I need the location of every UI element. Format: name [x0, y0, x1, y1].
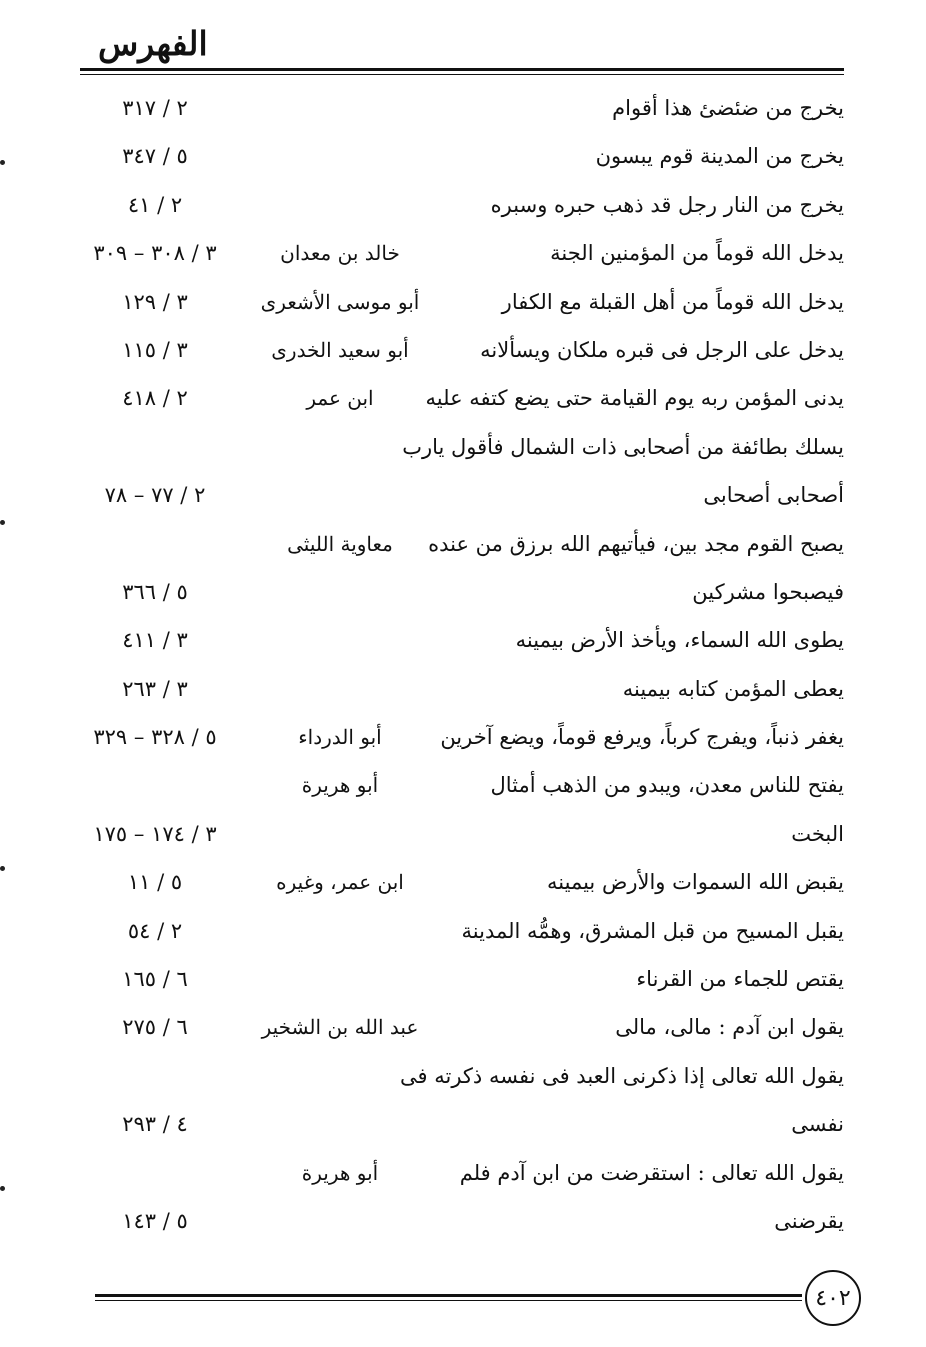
- entry-text: يقبل المسيح من قبل المشرق، وهمُّه المدينة: [461, 918, 844, 943]
- footer-rule-thin: [95, 1300, 802, 1301]
- entry-text: يقبض الله السموات والأرض بيمينه: [547, 870, 844, 895]
- entry-narrator: ابن عمر: [306, 386, 374, 411]
- index-entry: [0, 1203, 926, 1251]
- index-entry: [0, 284, 926, 332]
- entry-reference: ٢ / ٤١: [127, 192, 183, 217]
- entry-narrator: أبو هريرة: [301, 773, 379, 798]
- entry-narrator: أبو هريرة: [301, 1160, 379, 1185]
- entry-narrator: أبو موسى الأشعرى: [260, 289, 420, 314]
- entry-reference: ٥ / ١١: [127, 870, 183, 895]
- entry-reference: ٣ / ١٧٤ – ١٧٥: [93, 821, 217, 846]
- index-entry: [0, 816, 926, 864]
- entry-text: يدخل الله قوماً من أهل القبلة مع الكفار: [501, 289, 844, 314]
- index-entry: [0, 429, 926, 477]
- entry-reference: ٢ / ٤١٨: [122, 386, 188, 411]
- entry-reference: ٣ / ١١٥: [122, 337, 188, 362]
- entry-reference: ٣ / ٣٠٨ – ٣٠٩: [93, 241, 217, 266]
- page-title: الفهرس: [98, 24, 208, 63]
- margin-mark: [0, 160, 5, 165]
- entry-text: يقول ابن آدم : مالى، مالى: [615, 1015, 844, 1040]
- entry-reference: ٥ / ٣٦٦: [122, 579, 188, 604]
- entry-reference: ٣ / ٢٦٣: [122, 676, 188, 701]
- margin-mark: [0, 520, 5, 525]
- index-entry: [0, 90, 926, 138]
- entry-text: يغفر ذنباً، ويفرج كرباً، ويرفع قوماً، ويضع آخرين: [440, 725, 844, 750]
- margin-mark: [0, 1186, 5, 1191]
- index-entry: [0, 526, 926, 574]
- entry-text: يقرضنى: [774, 1208, 844, 1233]
- entry-narrator: ابن عمر، وغيره: [276, 870, 404, 895]
- entry-text: أصحابى أصحابى: [703, 483, 844, 508]
- index-entry: [0, 235, 926, 283]
- entry-text: يعطى المؤمن كتابه بيمينه: [622, 676, 844, 701]
- entry-text: يفتح للناس معدن، ويبدو من الذهب أمثال: [490, 773, 844, 798]
- entry-text: يقتص للجماء من القرناء: [636, 967, 844, 992]
- entry-narrator: خالد بن معدان: [280, 241, 400, 266]
- header-rule-thick: [80, 68, 844, 71]
- entry-reference: ٣ / ١٢٩: [122, 289, 188, 314]
- index-entry: [0, 477, 926, 525]
- entry-text: يدنى المؤمن ربه يوم القيامة حتى يضع كتفه عليه: [425, 386, 844, 411]
- entry-reference: ٣ / ٤١١: [122, 628, 188, 653]
- margin-mark: [0, 866, 5, 871]
- index-entry: [0, 767, 926, 815]
- index-entry: [0, 1058, 926, 1106]
- index-list: [0, 90, 926, 1251]
- entry-reference: ٦ / ٢٧٥: [122, 1015, 188, 1040]
- index-entry: [0, 1155, 926, 1203]
- header-rule-thin: [80, 74, 844, 75]
- index-entry: [0, 622, 926, 670]
- entry-text: فيصبحوا مشركين: [692, 579, 844, 604]
- entry-text: يخرج من المدينة قوم يبسون: [595, 144, 844, 169]
- index-entry: [0, 1009, 926, 1057]
- entry-narrator: أبو الدرداء: [298, 725, 382, 750]
- entry-reference: ٥ / ٣٤٧: [122, 144, 188, 169]
- entry-text: يخرج من النار رجل قد ذهب حبره وسبره: [490, 192, 844, 217]
- index-entry: [0, 913, 926, 961]
- entry-reference: ٢ / ٧٧ – ٧٨: [104, 483, 206, 508]
- entry-reference: ٢ / ٣١٧: [122, 96, 188, 120]
- index-entry: [0, 864, 926, 912]
- entry-text: يسلك بطائفة من أصحابى ذات الشمال فأقول يارب: [402, 434, 844, 459]
- entry-reference: ٤ / ٢٩٣: [122, 1112, 188, 1137]
- entry-narrator: أبو سعيد الخدرى: [271, 337, 409, 362]
- entry-text: يقول الله تعالى : استقرضت من ابن آدم فلم: [459, 1160, 844, 1185]
- entry-text: يقول الله تعالى إذا ذكرنى العبد فى نفسه ذكرته فى: [400, 1063, 844, 1088]
- index-entry: [0, 138, 926, 186]
- entry-narrator: معاوية الليثى: [287, 531, 393, 556]
- entry-text: يخرج من ضئضئ هذا أقوام: [612, 96, 844, 120]
- page-number: ٤٠٢: [805, 1270, 861, 1326]
- index-entry: [0, 961, 926, 1009]
- entry-text: يدخل الله قوماً من المؤمنين الجنة: [550, 241, 844, 266]
- index-entry: [0, 574, 926, 622]
- index-entry: [0, 380, 926, 428]
- entry-narrator: عبد الله بن الشخير: [261, 1015, 419, 1040]
- entry-text: البخت: [791, 821, 844, 846]
- footer-rule-thick: [95, 1294, 802, 1297]
- entry-text: يدخل على الرجل فى قبره ملكان ويسألانه: [480, 337, 844, 362]
- entry-text: يصبح القوم مجد بين، فيأتيهم الله برزق من عنده: [428, 531, 844, 556]
- index-entry: [0, 187, 926, 235]
- entry-reference: ٥ / ١٤٣: [122, 1208, 188, 1233]
- index-entry: [0, 671, 926, 719]
- entry-text: يطوى الله السماء، ويأخذ الأرض بيمينه: [515, 628, 844, 653]
- index-entry: [0, 1106, 926, 1154]
- entry-reference: ٢ / ٥٤: [127, 918, 183, 943]
- entry-reference: ٦ / ١٦٥: [122, 967, 188, 992]
- index-entry: [0, 332, 926, 380]
- entry-text: نفسى: [791, 1112, 844, 1137]
- entry-reference: ٥ / ٣٢٨ – ٣٢٩: [93, 725, 217, 750]
- index-entry: [0, 719, 926, 767]
